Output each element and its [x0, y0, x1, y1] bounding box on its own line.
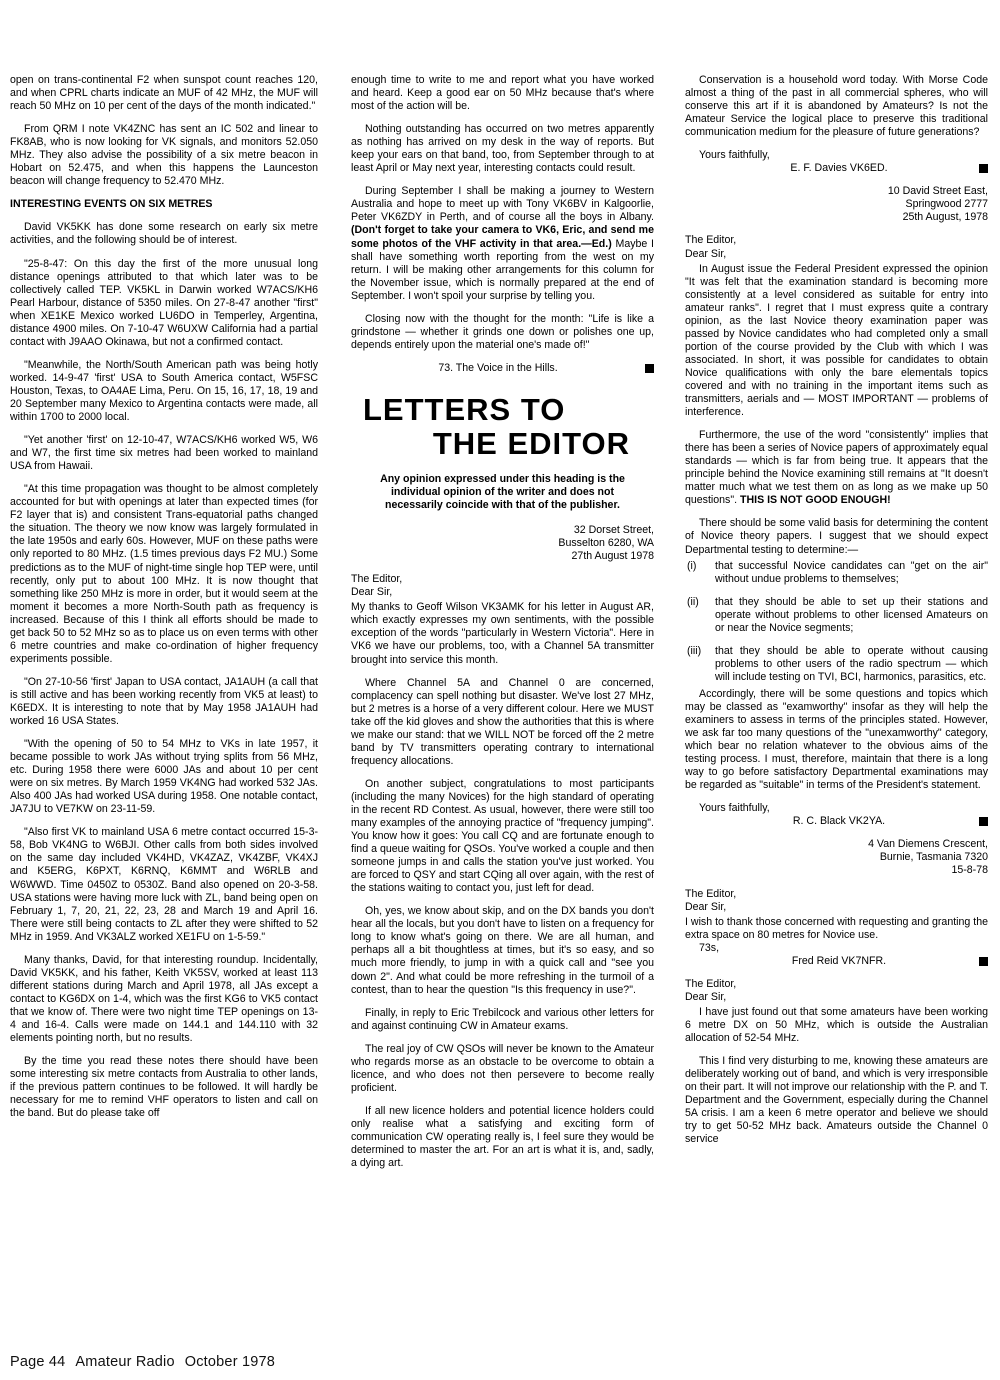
- paragraph: The real joy of CW QSOs will never be known to the Amateur who regards morse as an obstacle to be overcome to obtain a licence, and who does not then persevere to become really proficient.: [351, 1042, 654, 1094]
- list-number: (iii): [687, 644, 702, 657]
- paragraph: There should be some valid basis for determining the content of Novice theory papers. I suggest that we should expect Departmental testing to determine:—: [685, 517, 988, 556]
- yours-faithfully: Yours faithfully,: [699, 149, 770, 162]
- yours-faithfully: Yours faithfully,: [699, 802, 770, 815]
- magazine-name: Amateur Radio: [75, 1354, 175, 1370]
- paragraph: Accordingly, there will be some questions and topics which may be classed as "examworthy" insofar as they will help the examiners to assess in terms of the principles stated. However, we ask far too many questions of the "unexamworthy" category, which bear no relation whatever to the obvious aims of the testing process. I must, therefore, maintain that there is a long way to go before satisfactory Departmental examinations may be regarded as "suitable" in terms of the President's statement.: [685, 687, 988, 792]
- signature: [685, 162, 988, 175]
- column-2: [351, 74, 654, 1180]
- list-number: (i): [687, 559, 697, 572]
- paragraph: This I find very disturbing to me, knowing these amateurs are deliberately working out of band, and which is very irresponsible on their part. It will not improve our relationship with the P. and T. Department and the Government, especially during the Channel 5A crisis. I am a keen 6 metre operator and believe we should try to get 50-52 MHz back. Amateurs outside the Channel 0 service: [685, 1055, 988, 1146]
- salutation-line: Dear Sir,: [685, 990, 727, 1003]
- address-line: 32 Dorset Street,: [573, 524, 654, 537]
- salutation-line: The Editor,: [685, 234, 737, 247]
- paragraph: "Also first VK to mainland USA 6 metre contact occurred 15-3-58, Bob VK4NG to W6BJI. Other calls from both sides involved on the same day included VK4HD, VK4ZAZ, VK4ZBF, VK4XJ and K5ERG, K6PXT, K6RNQ, K6MMT and W6RLB and W6WWD. Time 0450Z to 0530Z. Band also opened on 20-3-58. USA stations were having more luck with ZL, band being open on February 1, 7, 20, 21, 22, 23, 28 and March 19 and April 16. There were still being contacts to ZL after they were shifted to 52 MHz in 1959. And VK3ALZ worked XE1FU on 1-5-59.": [10, 826, 318, 943]
- paragraph: My thanks to Geoff Wilson VK3AMK for his letter in August AR, which exactly expresses my own sentiments, with the possible exception of the words "particularly in Western Victoria". Here in VK6 we have our problems, too, with a Channel 5A transmitter brought into service this month.: [351, 601, 654, 666]
- paragraph: Many thanks, David, for that interesting roundup. Incidentally, David VK5KK, and his father, Keith VK5SV, worked at least 113 different stations during March and April 1978, all JAs except a contact to KG6DX on 1-4, which was the first KG6 to VK5 contact that we know of. There were two night time TEP openings on 13-4 and 16-4. Calls were made on 144.1 and 144.110 with 32 elements pointing north, but no results.: [10, 953, 318, 1045]
- salutation-line: Dear Sir,: [685, 247, 727, 260]
- paragraph: Nothing outstanding has occurred on two metres apparently as nothing has arrived on my desk in the way of reports. But keep your ears on that band, too, from September through to at least April or May next year, interesting contacts could result.: [351, 123, 654, 175]
- editor-note: (Don't forget to take your camera to VK6, Eric, and send me some photos of the VHF activity in that area.—Ed.): [351, 224, 654, 250]
- salutation-line: Dear Sir,: [351, 586, 393, 599]
- letter-address: [685, 838, 988, 877]
- list-text: that they should be able to set up their stations and operate without problems to other licensed Amateurs on or near the Novice segments;: [715, 595, 988, 634]
- paragraph: "25-8-47: On this day the first of the more unusual long distance openings attributed to that which later was to be collectively called TEP. VK5KL in Darwin worked W7ACS/KH6 Pearl Harbour, distance of 5350 miles. On 27-8-47 another "first" when XE1KE Mexico worked LU6DO in Temperley, Argentina, distance 4900 miles. On 7-10-47 W6UXW California had a partial contact with J9AAO Okinawa, but not a confirmed contact.: [10, 257, 318, 348]
- list-number: (ii): [687, 595, 699, 608]
- signature-name: E. F. Davies VK6ED.: [790, 162, 888, 175]
- column-1: [10, 74, 318, 1130]
- paragraph: "At this time propagation was thought to be almost completely accounted for but with openings at later than expected times (for F2 layer that is) and consistent Trans-equatorial paths changed the situation. The theory we now know was largely formulated in the late 1950s and early 60s. However, MUF on these paths were only reported to 80 MHz. (1.5 times previous days F2 MU.) Some predictions as to the MUF of night-time single hop TEP were, until recently, only put to about 100 MHz. It is now thought that something like 250 MHz is more in order, but it would seem at the moment it becomes a more North-South path as frequency is increased. Because of this I think all efforts should be made to get back 50 to 52 MHz so as to place us on even terms with other 6 metre countries and make co-ordination of higher frequency experiments possible.: [10, 483, 318, 665]
- salutation-line: Dear Sir,: [685, 900, 727, 913]
- signature-name: Fred Reid VK7NFR.: [791, 954, 887, 967]
- letters-title-line-1: LETTERS TO: [363, 391, 566, 427]
- text: During September I shall be making a journey to Western Australia and hope to meet up with Tony VK6BV in Kalgoorlie, Peter VK6ZDY in Perth, and of course all the boys in Albany.: [351, 185, 654, 224]
- paragraph: "On 27-10-56 'first' Japan to USA contact, JA1AUH (a call that is still active and has been working recently from VK5 at least) to K6EDX. It is interesting to note that by May 1958 JA1AUH had worked 16 USA States.: [10, 675, 318, 728]
- signature: [685, 815, 988, 828]
- letter-address: [351, 524, 654, 563]
- address-date: 27th August 1978: [571, 550, 654, 563]
- salutation-line: The Editor,: [685, 887, 737, 900]
- list-item: [685, 596, 988, 635]
- column-signoff: [351, 362, 654, 375]
- salutation-line: The Editor,: [351, 573, 403, 586]
- letters-title-line-2: THE EDITOR: [432, 425, 630, 461]
- end-mark-icon: [979, 957, 988, 966]
- signoff-text: 73. The Voice in the Hills.: [438, 361, 558, 374]
- salutation: [685, 888, 988, 914]
- address-date: 25th August, 1978: [902, 211, 988, 224]
- paragraph: Where Channel 5A and Channel 0 are concerned, complacency can spell nothing but disaster. We've lost 27 MHz, but 2 metres is a horse of a very different colour. Here we MUST take off the kid gloves and show the authorities that this is where we make our stand: that we WILL NOT be forced off the 2 metre band by TV transmitters operating contrary to international frequency allocations.: [351, 676, 654, 767]
- list-item: [685, 645, 988, 684]
- section-heading: INTERESTING EVENTS ON SIX METRES: [10, 198, 213, 211]
- paragraph: Oh, yes, we know about skip, and on the DX bands you don't hear all the locals, but you don't have to listen on a frequency for long to know what's going on there. We are all human, and perhaps all a bit thoughtless at times, but it's so easy, and so much more friendly, to jump in with a quick call and "see you down 2". And what could be more refreshing in the turmoil of a contest, than to hear the question "Is this frequency in use?".: [351, 905, 654, 996]
- emphasis: THIS IS NOT GOOD ENOUGH!: [740, 494, 891, 507]
- signature-name: R. C. Black VK2YA.: [792, 815, 886, 828]
- end-mark-icon: [979, 164, 988, 173]
- paragraph: I have just found out that some amateurs have been working 6 metre DX on 50 MHz, which is outside the Australian allocation of 52-54 MHz.: [685, 1005, 988, 1044]
- salutation: [685, 978, 988, 1004]
- paragraph: "Meanwhile, the North/South American path was being hotly worked. 14-9-47 'first' USA to South America contact, W5FSC Houston, Texas, to OA4AE Lima, Peru. On 15, 16, 17, 18, 19 and 20 September many Mexico to Argentina contacts were made, all within 1700 to 2000 local.: [10, 358, 318, 424]
- disclaimer: Any opinion expressed under this heading is the individual opinion of the writer and does not necessarily coincide with that of the publisher.: [380, 472, 625, 512]
- page-number: Page 44: [10, 1354, 66, 1370]
- address-line: Burnie, Tasmania 7320: [879, 851, 988, 864]
- paragraph: David VK5KK has done some research on early six metre activities, and the following should be of interest.: [10, 221, 318, 247]
- issue-date: October 1978: [184, 1354, 276, 1370]
- end-mark-icon: [645, 364, 654, 373]
- paragraph: "With the opening of 50 to 54 MHz to VKs in late 1957, it became possible to work JAs without trying splits from 56 MHz, etc. During 1958 there were 6000 JAs and about 10 per cent were on six metres. By March 1959 VK4NG had worked 532 JAs. Also 400 JAs had worked USA during 1958. One notable contact, JA7JU to VE7KW on 23-11-59.: [10, 738, 318, 816]
- address-line: Busselton 6280, WA: [558, 537, 654, 550]
- paragraph: On another subject, congratulations to most participants (including the many Novices) for the high standard of operating in the recent RD Contest. As usual, however, there were still too many examples of the annoying practice of "frequency jumping". You know how it goes: You call CQ and are fortunate enough to find a queue waiting for QSOs. You've worked a couple and then someone jumps in and calls the station you've just worked. You are forced to QSY and start CQing all over again, with the rest of the stations waiting to contact you, just left for dead.: [351, 777, 654, 895]
- letter-address: [685, 185, 988, 224]
- paragraph: [685, 429, 988, 507]
- address-line: 4 Van Diemens Crescent,: [868, 838, 988, 851]
- end-mark-icon: [979, 817, 988, 826]
- list-item: [685, 560, 988, 586]
- address-date: 15-8-78: [951, 864, 988, 877]
- page-footer: [10, 1354, 285, 1370]
- list-text: that they should be able to operate without causing problems to other users of the radio spectrum — which will include testing on TVI, BCI, harmonics, parasitics, etc.: [715, 644, 988, 683]
- paragraph: If all new licence holders and potential licence holders could only realise what a satisfying and exciting form of communication CW operating really is, I feel sure they would be determined to master the art. For an art is what it is, and, sadly, a dying art.: [351, 1104, 654, 1170]
- closing: 73s,: [699, 941, 720, 954]
- address-line: Springwood 2777: [905, 198, 988, 211]
- paragraph: In August issue the Federal President expressed the opinion "It was felt that the examination standard is becoming more consistently at a level considered as suitable for entry into amateur ranks". I regret that I must express quite a contrary opinion, as the last Novice theory examination paper was passed by Novice candidates who had completed only a small portion of the course provided by the Club with which I was associated. In short, it was possible for candidates to obtain Novice qualifications with only the bare elementals topics covered and with no training in the important items such as transmitters, aerials and — MOST IMPORTANT — problems of interference.: [685, 262, 988, 419]
- salutation: [351, 573, 654, 599]
- paragraph: Finally, in reply to Eric Trebilcock and various other letters for and against continuing CW in Amateur exams.: [351, 1006, 654, 1032]
- column-3: [685, 74, 988, 1156]
- text: Maybe I shall have something worth reporting from the west on my return. I will be making other arrangements for this column for the November issue, which is normally prepared at the end of September. I won't spoil your surprise by telling you.: [351, 237, 654, 302]
- paragraph: open on trans-continental F2 when sunspot count reaches 120, and when CPRL charts indicate an MUF of 42 MHz, the MUF will reach 50 MHz on 10 per cent of the days of the month indicated.": [10, 74, 318, 113]
- paragraph: "Yet another 'first' on 12-10-47, W7ACS/KH6 worked W5, W6 and W7, the first time six metres had been worked to mainland USA from Hawaii.: [10, 434, 318, 473]
- address-line: 10 David Street East,: [887, 185, 988, 198]
- paragraph: Conservation is a household word today. With Morse Code almost a thing of the past in all commercial spheres, who will conserve this art if it is abandoned by Amateurs? Is not the Amateur Service the logical place to preserve this traditional communication medium for the pleasure of future generations?: [685, 74, 988, 139]
- paragraph: By the time you read these notes there should have been some interesting six metre contacts from Australia to other lands, if the previous pattern continues to be followed. It will hardly be necessary for me to remind VHF operators to listen and call on the band. But do please take off: [10, 1055, 318, 1120]
- list-text: that successful Novice candidates can "get on the air" without undue problems to themselves;: [715, 559, 988, 585]
- salutation-line: The Editor,: [685, 977, 737, 990]
- paragraph: [351, 185, 654, 302]
- signature: [685, 955, 988, 968]
- salutation: [685, 234, 988, 260]
- paragraph: I wish to thank those concerned with requesting and granting the extra space on 80 metres for Novice use.: [685, 915, 988, 941]
- paragraph: Closing now with the thought for the month: "Life is like a grindstone — whether it grinds one down or polishes one up, depends entirely upon the material one's made of!": [351, 312, 654, 351]
- paragraph: From QRM I note VK4ZNC has sent an IC 502 and linear to FK8AB, who is now looking for VK signals, and monitors 52.050 MHz. They also advise the possibility of a six metre beacon in Hobart on 52.475, and when this happens the Launceston beacon will change frequency to 52.470 MHz.: [10, 123, 318, 188]
- paragraph: enough time to write to me and report what you have worked and heard. Keep a good ear on 50 MHz because that's where most of the action will be.: [351, 74, 654, 113]
- text: Furthermore, the use of the word "consistently" implies that there has been a series of Novice papers of approximately equal standards — which is far from being true. It appears that the principle behind the Novice examining still remains at "It doesn't matter much what we test them on as long as we make up 50 questions".: [685, 429, 988, 507]
